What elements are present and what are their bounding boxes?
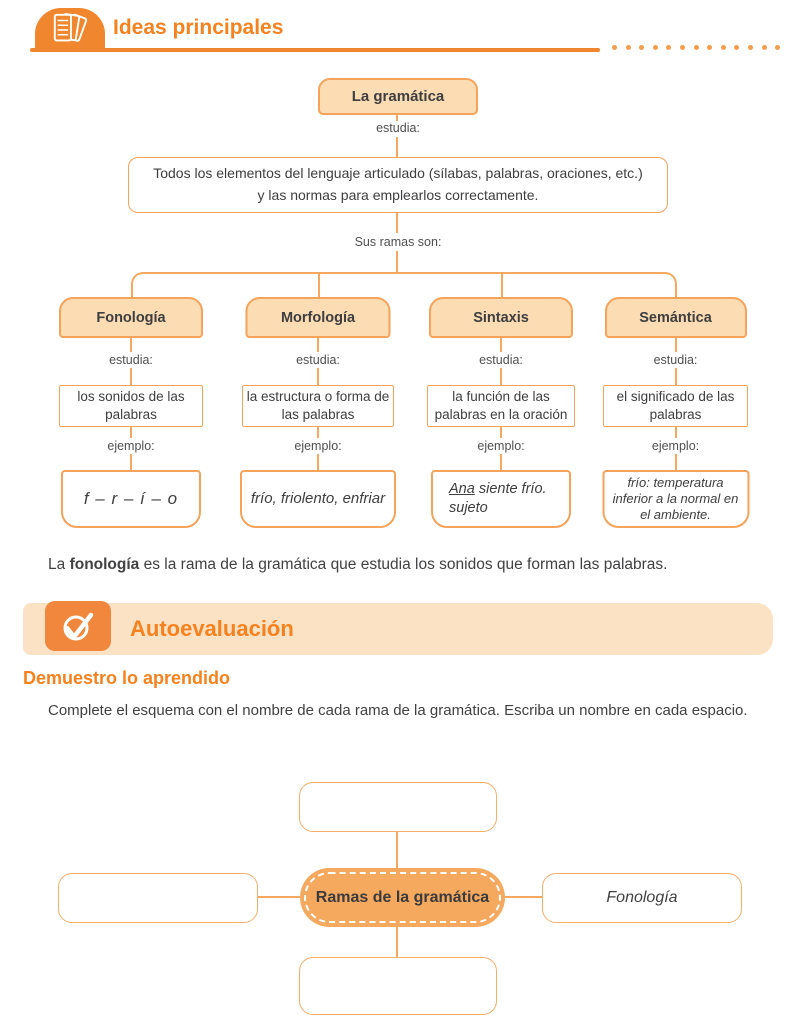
- answer-box-left[interactable]: [58, 873, 258, 923]
- center-node-label: Ramas de la gramática: [315, 888, 490, 906]
- connector-line: [675, 427, 677, 438]
- connector-label-estudia: estudia:: [376, 121, 420, 135]
- connector-line: [501, 274, 503, 299]
- connector-line: [396, 832, 398, 868]
- connector-line: [675, 338, 677, 352]
- definition-line2: y las normas para emplearlos correctamente.: [257, 187, 539, 203]
- studies-label: estudia:: [653, 353, 698, 367]
- answer-box-right[interactable]: Fonología: [542, 873, 742, 923]
- summary-prefix: La: [48, 556, 70, 573]
- connector-line: [675, 454, 677, 470]
- example-sentence: [449, 480, 547, 518]
- connector-line: [396, 251, 398, 272]
- check-circle-glyph: [58, 606, 98, 646]
- connector-line: [500, 368, 502, 385]
- studies-box: los sonidos de las palabras: [59, 385, 203, 427]
- connector-line: [318, 274, 320, 299]
- example-rest: siente frío.: [474, 481, 547, 498]
- connector-line: [317, 454, 319, 470]
- definition-line1: Todos los elementos del lenguaje articulado (sílabas, palabras, oraciones, etc.): [153, 165, 643, 182]
- answer-box-top[interactable]: [299, 782, 497, 832]
- connector-line: [258, 896, 300, 898]
- example-box: [431, 470, 571, 528]
- connector-line: [500, 427, 502, 438]
- example-box: f – r – í – o: [61, 470, 201, 528]
- connector-line: [130, 338, 132, 352]
- header-dotted-line: [612, 45, 780, 50]
- connector-line: [317, 338, 319, 352]
- connector-line: [396, 927, 398, 957]
- studies-box: el significado de las palabras: [603, 385, 748, 427]
- section-title-ideas-principales: Ideas principales: [113, 16, 284, 39]
- summary-suffix: es la rama de la gramática que estudia los sonidos que forman las palabras.: [139, 556, 668, 573]
- example-subject-label: sujeto: [449, 500, 488, 516]
- definition-box: [128, 157, 668, 213]
- example-label: ejemplo:: [107, 439, 155, 453]
- example-box: frío, friolento, enfriar: [240, 470, 396, 528]
- branch-name-box: Fonología: [59, 297, 203, 338]
- connector-line: [500, 338, 502, 352]
- branch-column-morfologia: [242, 297, 394, 529]
- connector-line: [396, 213, 398, 233]
- connector-line: [675, 368, 677, 385]
- studies-label: estudia:: [296, 353, 340, 367]
- branch-connector: [131, 272, 677, 297]
- branch-name-box: Semántica: [605, 297, 747, 338]
- connector-line: [317, 368, 319, 385]
- branch-column-fonologia: [59, 297, 203, 529]
- center-node-ramas: [300, 868, 505, 927]
- answer-box-bottom[interactable]: [299, 957, 497, 1015]
- studies-label: estudia:: [109, 353, 153, 367]
- header-rule: [30, 48, 600, 52]
- demuestro-subtitle: Demuestro lo aprendido: [23, 668, 231, 688]
- check-circle-icon: [45, 601, 111, 651]
- connector-line: [317, 427, 319, 438]
- example-box: frío: temperatura inferior a la normal en el ambiente.: [602, 470, 749, 528]
- connector-line: [505, 896, 542, 898]
- connector-line: [130, 454, 132, 470]
- example-label: ejemplo:: [294, 439, 342, 453]
- root-box-la-gramatica: La gramática: [318, 78, 478, 115]
- stacked-notes-glyph: [46, 11, 94, 49]
- connector-line: [130, 427, 132, 438]
- studies-box: la función de las palabras en la oración: [427, 385, 575, 427]
- summary-sentence: [48, 556, 667, 574]
- studies-box: la estructura o forma de las palabras: [242, 385, 394, 427]
- example-label: ejemplo:: [651, 439, 700, 453]
- example-label: ejemplo:: [477, 439, 525, 453]
- summary-bold-word: fonología: [69, 556, 140, 573]
- connector-line: [500, 454, 502, 470]
- example-subject: Ana: [449, 481, 475, 498]
- autoevaluacion-title: Autoevaluación: [130, 616, 294, 641]
- branch-column-semantica: [603, 297, 748, 529]
- exercise-instructions: Complete el esquema con el nombre de cada rama de la gramática. Escriba un nombre en cada espacio.: [48, 702, 748, 719]
- branch-name-box: Morfología: [246, 297, 391, 338]
- connector-line: [396, 137, 398, 157]
- branch-column-sintaxis: [427, 297, 575, 529]
- branch-name-box: Sintaxis: [429, 297, 573, 338]
- studies-label: estudia:: [479, 353, 523, 367]
- branches-label: Sus ramas son:: [354, 235, 442, 249]
- connector-line: [130, 368, 132, 385]
- stacked-notes-icon: [35, 8, 105, 52]
